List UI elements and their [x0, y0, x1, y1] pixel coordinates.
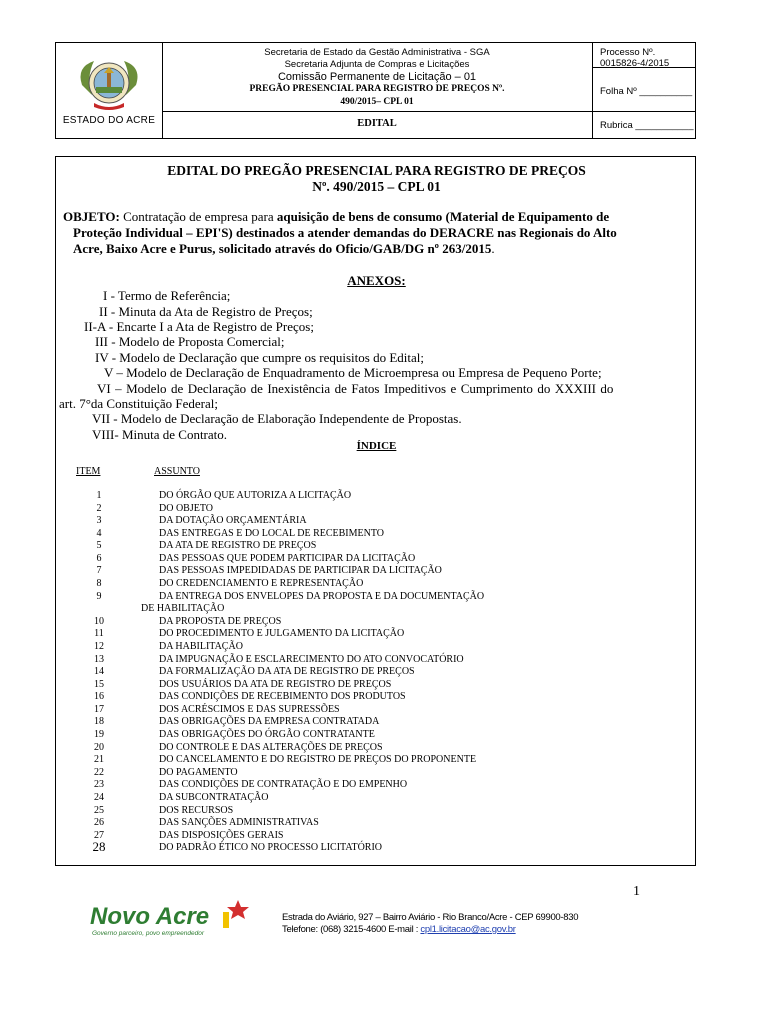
- header-process-cell: [592, 43, 695, 138]
- indice-item-number: 11: [94, 628, 104, 640]
- indice-item-number: 21: [94, 754, 104, 766]
- footer-address: Estrada do Aviário, 927 – Bairro Aviário - Rio Branco/Acre - CEP 69900-830: [282, 912, 579, 923]
- indice-item-subject: DA DOTAÇÃO ORÇAMENTÁRIA: [159, 515, 307, 527]
- indice-item-number: 3: [96, 515, 102, 527]
- folha-field: Folha Nº __________: [600, 86, 693, 97]
- indice-item-subject: DAS ENTREGAS E DO LOCAL DE RECEBIMENTO: [159, 527, 384, 539]
- state-coat-of-arms-icon: [74, 55, 144, 113]
- indice-item-subject: DO PADRÃO ÉTICO NO PROCESSO LICITATÓRIO: [159, 842, 383, 854]
- indice-item-number: 25: [94, 804, 104, 816]
- header-title-cell: [162, 43, 593, 138]
- processo-number: Processo Nº. 0015826-4/2015: [600, 47, 670, 69]
- indice-item-number: 12: [94, 640, 104, 652]
- indice-item-subject: DO ÓRGÃO QUE AUTORIZA A LICITAÇÃO: [159, 490, 352, 501]
- anexo-item: II - Minuta da Ata de Registro de Preços;: [99, 304, 313, 319]
- indice-item-number: 16: [94, 691, 104, 703]
- indice-item-subject: DAS PESSOAS IMPEDIDADAS DE PARTICIPAR DA LICITAÇÃO: [159, 565, 442, 577]
- indice-item-subject: DA FORMALIZAÇÃO DA ATA DE REGISTRO DE PREÇOS: [159, 666, 415, 678]
- objeto-label: OBJETO:: [63, 209, 120, 224]
- indice-item-subject: DA SUBCONTRATAÇÃO: [159, 791, 269, 803]
- header-line-1: Secretaria de Estado da Gestão Administrativa - SGA: [264, 47, 490, 58]
- indice-item-number: 1: [96, 490, 102, 501]
- page-number: 1: [633, 884, 640, 899]
- anexo-item: I - Termo de Referência;: [103, 288, 231, 303]
- anexo-item: III - Modelo de Proposta Comercial;: [95, 334, 285, 349]
- rubrica-field: Rubrica ___________: [600, 120, 694, 131]
- anexo-item: VI – Modelo de Declaração de Inexistência de Fatos Impeditivos e Cumprimento do XXXIII do: [97, 381, 614, 396]
- objeto-paragraph: [63, 209, 688, 257]
- indice-item-number: 14: [94, 666, 104, 678]
- header-line-5: 490/2015– CPL 01: [340, 97, 414, 107]
- objeto-bold-1: aquisição de bens de consumo (Material de Equipamento de: [276, 209, 610, 224]
- email-link[interactable]: cpl1.licitacao@ac.gov.br: [420, 924, 516, 935]
- indice-item-subject: DAS SANÇÕES ADMINISTRATIVAS: [159, 817, 319, 829]
- indice-item-number: 22: [94, 766, 104, 778]
- indice-item-subject: DOS RECURSOS: [159, 804, 234, 816]
- anexo-item: VIII- Minuta de Contrato.: [92, 427, 228, 442]
- indice-title: ÍNDICE: [356, 440, 397, 452]
- indice-item-number: 27: [94, 829, 104, 841]
- indice-item-subject: DO PROCEDIMENTO E JULGAMENTO DA LICITAÇÃO: [159, 628, 405, 640]
- indice-item-number: 7: [96, 565, 102, 577]
- header-divider: [162, 111, 592, 112]
- novo-acre-logo: [88, 898, 268, 938]
- assunto-column-header: ASSUNTO: [154, 466, 200, 477]
- indice-item-subject: DA IMPUGNAÇÃO E ESCLARECIMENTO DO ATO CONVOCATÓRIO: [159, 653, 464, 665]
- indice-item-subject: DOS USUÁRIOS DA ATA DE REGISTRO DE PREÇOS: [159, 678, 392, 690]
- indice-item-number: 28: [92, 839, 106, 855]
- anexo-item: VII - Modelo de Declaração de Elaboração Independente de Propostas.: [92, 411, 462, 426]
- indice-item-number: 26: [94, 817, 104, 829]
- indice-item-subject: DAS OBRIGAÇÕES DO ÓRGÃO CONTRATANTE: [159, 729, 375, 741]
- indice-item-number: 20: [94, 741, 104, 753]
- indice-item-number: 10: [94, 615, 104, 627]
- indice-item-subject: DO PAGAMENTO: [159, 766, 238, 778]
- indice-item-number: 8: [96, 578, 102, 590]
- header-logo-cell: [56, 43, 163, 138]
- document-subtitle: Nº. 490/2015 – CPL 01: [312, 179, 441, 194]
- indice-item-number: 17: [94, 703, 104, 715]
- anexo-item: IV - Modelo de Declaração que cumpre os requisitos do Edital;: [95, 350, 424, 365]
- indice-item-subject: DA ATA DE REGISTRO DE PREÇOS: [159, 540, 317, 552]
- indice-item-number: 2: [96, 502, 102, 514]
- indice-item-number: 4: [96, 527, 102, 539]
- process-divider-2: [592, 111, 695, 112]
- item-column-header: ITEM: [76, 466, 101, 477]
- indice-item-number: 18: [94, 716, 104, 728]
- anexos-title: ANEXOS:: [347, 273, 406, 288]
- indice-item-subject: DOS ACRÉSCIMOS E DAS SUPRESSÕES: [159, 703, 340, 715]
- header-line-3: Comissão Permanente de Licitação – 01: [277, 71, 477, 83]
- indice-item-number: 23: [94, 779, 104, 791]
- indice-item-subject: DA ENTREGA DOS ENVELOPES DA PROPOSTA E DA DOCUMENTAÇÃO: [159, 590, 485, 602]
- anexo-item: art. 7°da Constituição Federal;: [59, 396, 218, 411]
- objeto-end: .: [491, 241, 495, 256]
- indice-item-number: 5: [96, 540, 102, 552]
- indice-item-subject: DAS DISPOSIÇÕES GERAIS: [159, 829, 284, 841]
- indice-item-subject: DAS CONDIÇÕES DE CONTRATAÇÃO E DO EMPENHO: [159, 779, 408, 791]
- objeto-text: Contratação de empresa para: [119, 209, 277, 224]
- anexo-item: V – Modelo de Declaração de Enquadramento de Microempresa ou Empresa de Pequeno Porte;: [104, 365, 602, 380]
- indice-item-number: 19: [94, 729, 104, 741]
- document-title: EDITAL DO PREGÃO PRESENCIAL PARA REGISTRO DE PREÇOS: [167, 163, 586, 178]
- footer-phone: Telefone: (068) 3215-4600 E-mail :: [282, 924, 421, 935]
- indice-item-subject: DO CONTROLE E DAS ALTERAÇÕES DE PREÇOS: [159, 741, 383, 753]
- logo-slogan: Governo parceiro, povo empreendedor: [92, 930, 205, 937]
- document-header: [55, 42, 696, 139]
- indice-item-subject: DAS PESSOAS QUE PODEM PARTICIPAR DA LICITAÇÃO: [159, 552, 416, 564]
- objeto-bold-3: Acre, Baixo Acre e Purus, solicitado através do Oficio/GAB/DG nº 263/2015: [73, 241, 492, 256]
- objeto-bold-2: Proteção Individual – EPI'S) destinados a atender demandas do DERACRE nas Regionais do Alto: [73, 225, 617, 240]
- indice-item-number: 13: [94, 653, 104, 665]
- indice-item-subject: DAS OBRIGAÇÕES DA EMPRESA CONTRATADA: [159, 716, 380, 728]
- header-edital-label: EDITAL: [357, 118, 397, 129]
- indice-item-subject: DO CANCELAMENTO E DO REGISTRO DE PREÇOS DO PROPONENTE: [159, 754, 477, 766]
- indice-item-subject: DE HABILITAÇÃO: [141, 603, 225, 615]
- indice-item-number: 24: [94, 791, 104, 803]
- state-label: ESTADO DO ACRE: [62, 115, 156, 126]
- indice-item-subject: DAS CONDIÇÕES DE RECEBIMENTO DOS PRODUTOS: [159, 691, 406, 703]
- indice-item-subject: DA HABILITAÇÃO: [159, 640, 243, 652]
- indice-item-number: 15: [94, 678, 104, 690]
- document-body: [55, 156, 696, 866]
- header-line-2: Secretaria Adjunta de Compras e Licitações: [284, 59, 470, 70]
- indice-item-number: 9: [96, 590, 102, 602]
- footer-contact: [282, 924, 516, 935]
- logo-text: Novo Acre: [90, 903, 210, 930]
- indice-item-number: 6: [96, 552, 102, 564]
- indice-item-subject: DO OBJETO: [159, 502, 213, 514]
- indice-item-subject: DO CREDENCIAMENTO E REPRESENTAÇÃO: [159, 578, 364, 590]
- indice-item-subject: DA PROPOSTA DE PREÇOS: [159, 615, 282, 627]
- process-divider-1: [592, 67, 695, 68]
- header-line-4: PREGÃO PRESENCIAL PARA REGISTRO DE PREÇOS Nº.: [249, 84, 505, 94]
- anexo-item: II-A - Encarte I a Ata de Registro de Preços;: [84, 319, 314, 334]
